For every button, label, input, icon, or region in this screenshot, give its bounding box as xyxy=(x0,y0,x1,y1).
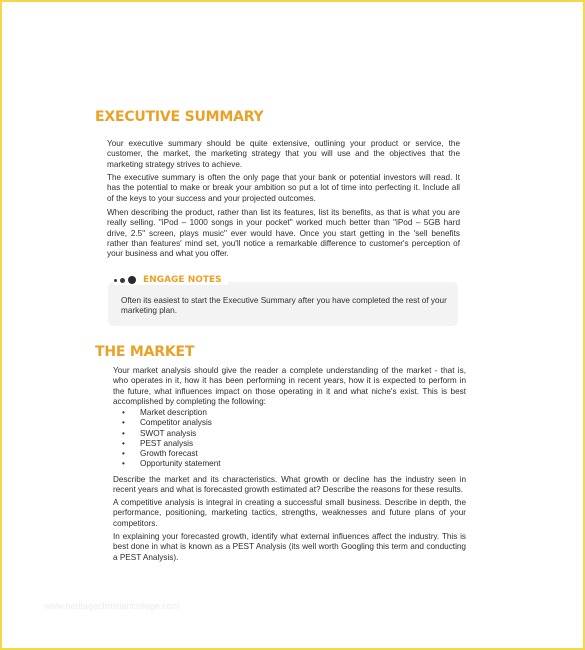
bullet-icon: • xyxy=(122,408,125,417)
exec-paragraph-1: Your executive summary should be quite extensive, outlining your product or service, the customer, the market, the marketing strategy that you will use and the objectives that the marketing strategy strives to achieve. xyxy=(107,139,460,169)
engage-notes-label: ENGAGE NOTES xyxy=(143,275,222,285)
engage-notes-header xyxy=(114,275,228,285)
list-item: • Growth forecast xyxy=(122,449,198,459)
dot-small-icon xyxy=(114,279,117,282)
market-paragraph-1: Describe the market and its characteristics. What growth or decline has the industry seen in recent years and what is forecasted growth estimated at? Describe the reasons for these results. xyxy=(113,475,466,495)
dot-medium-icon xyxy=(120,278,125,283)
list-item: • PEST analysis xyxy=(122,438,194,448)
market-intro: Your market analysis should give the reader a complete understanding of the market - that is, who operates in it, how it has been performing in recent years, how it is expected to perform in the future, what influences impact on those operating in it and what niche's exist. This is best accomplished by completing the following: xyxy=(113,366,466,406)
bullet-icon: • xyxy=(122,449,125,459)
bullet-icon: • xyxy=(122,459,125,469)
bullet-icon: • xyxy=(122,418,125,428)
executive-summary-heading: EXECUTIVE SUMMARY xyxy=(95,109,264,125)
list-item: • Market description xyxy=(122,408,207,417)
market-paragraph-2: A competitive analysis is integral in creating a successful small business. Describe in depth, the performance, positioning, marketing tactics, strengths, weaknesses and future plans of your competitors. xyxy=(113,498,466,528)
list-item: • Competitor analysis xyxy=(122,418,212,428)
exec-paragraph-3: When describing the product, rather than list its features, list its benefits, as that is what you are really selling. "iPod – 1000 songs in your pocket" worked much better than "iPod – 5GB hard drive, 2.5" screen, plays music" ever would have. Once you start getting in the 'sell benefits rather than features' mind set, you'll notice a remarkable difference to customer's perception of your business and what you offer. xyxy=(107,208,460,259)
watermark-text: www.heritagechristiancollege.com xyxy=(44,601,180,611)
engage-notes-text: Often its easiest to start the Executive Summary after you have completed the rest of your marketing plan. xyxy=(121,296,447,316)
exec-paragraph-2: The executive summary is often the only page that your bank or potential investors will read. It has the potential to make or break your ambition so put a lot of time into perfecting it. Include all of the keys to your success and your projected outcomes. xyxy=(107,173,460,203)
bullet-icon: • xyxy=(122,428,125,438)
market-heading: THE MARKET xyxy=(95,344,195,360)
bullet-icon: • xyxy=(122,438,125,448)
market-bullet-list xyxy=(122,408,221,470)
list-item: • SWOT analysis xyxy=(122,428,197,438)
dot-large-icon xyxy=(128,276,136,284)
list-item: • Opportunity statement xyxy=(122,459,221,469)
market-paragraph-3: In explaining your forecasted growth, identify what external influences affect the industry. This is best done in what is known as a PEST Analysis (its well worth Googling this term and conducting a PEST Analysis). xyxy=(113,532,466,562)
